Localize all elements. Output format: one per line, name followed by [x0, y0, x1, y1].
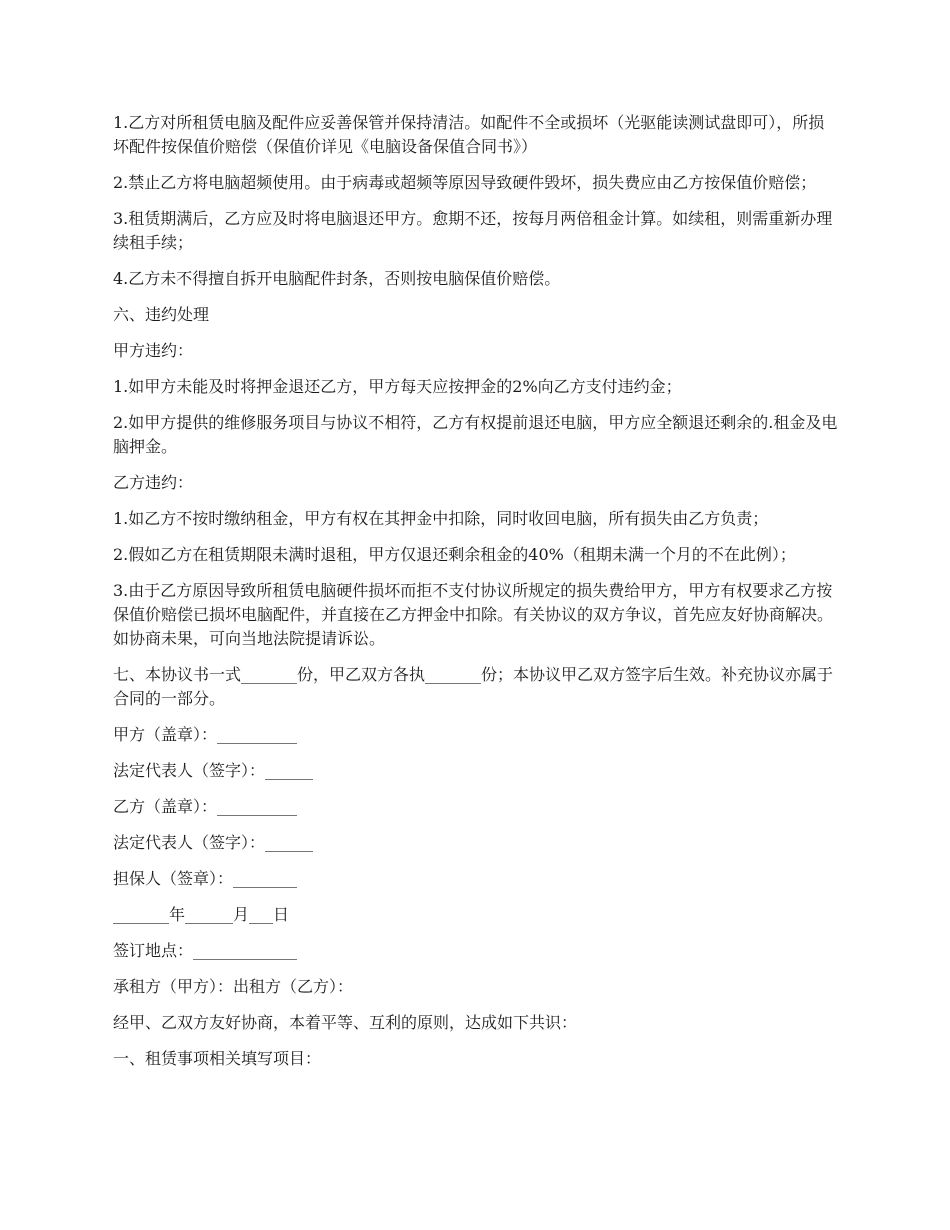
- signing-location-line: 签订地点：_____________: [113, 941, 298, 960]
- clause-paragraph: 2.禁止乙方将电脑超频使用。由于病毒或超频等原因导致硬件毁坏，损失费应由乙方按保值价赔偿；: [113, 173, 817, 192]
- section-heading: 六、违约处理: [113, 305, 210, 324]
- date-line: _______年______月___日: [113, 905, 290, 924]
- signature-line: 法定代表人（签字）：______: [113, 833, 314, 852]
- document-body: [113, 111, 839, 1083]
- clause-paragraph: 1.如乙方不按时缴纳租金，甲方有权在其押金中扣除，同时收回电脑，所有损失由乙方负责；: [113, 509, 769, 528]
- clause-paragraph: 1.如甲方未能及时将押金退还乙方，甲方每天应按押金的2%向乙方支付违约金；: [113, 377, 682, 396]
- clause-paragraph: 3.由于乙方原因导致所租赁电脑硬件损坏而拒不支付协议所规定的损失费给甲方，甲方有权要求乙方按保值价赔偿已损坏电脑配件，并直接在乙方押金中扣除。有关协议的双方争议，首先应友好协商解决。如协商未果，可向当地法院提请诉讼。: [113, 581, 834, 648]
- subsection-heading: 甲方违约：: [113, 341, 194, 360]
- signature-line: 乙方（盖章）：__________: [113, 797, 298, 816]
- parties-line: 承租方（甲方）：出租方（乙方）：: [113, 977, 354, 996]
- signature-line: 担保人（签章）：________: [113, 869, 298, 888]
- clause-paragraph: 2.如甲方提供的维修服务项目与协议不相符，乙方有权提前退还电脑，甲方应全额退还剩余的.租金及电脑押金。: [113, 413, 838, 456]
- section-heading: 一、租赁事项相关填写项目：: [113, 1049, 322, 1068]
- subsection-heading: 乙方违约：: [113, 473, 194, 492]
- clause-paragraph: 4.乙方未不得擅自拆开电脑配件封条，否则按电脑保值价赔偿。: [113, 269, 561, 288]
- section-heading: 七、本协议书一式_______份，甲乙双方各执_______份；本协议甲乙双方签字后生效。补充协议亦属于合同的一部分。: [113, 665, 834, 708]
- clause-paragraph: 2.假如乙方在租赁期限未满时退租，甲方仅退还剩余租金的40%（租期未满一个月的不在此例）；: [113, 545, 796, 564]
- clause-paragraph: 1.乙方对所租赁电脑及配件应妥善保管并保持清洁。如配件不全或损坏（光驱能读测试盘即可），所损坏配件按保值价赔偿（保值价详见《电脑设备保值合同书》）: [113, 113, 825, 156]
- signature-line: 甲方（盖章）：__________: [113, 725, 298, 744]
- intro-paragraph: 经甲、乙双方友好协商，本着平等、互利的原则，达成如下共识：: [113, 1013, 578, 1032]
- signature-line: 法定代表人（签字）：______: [113, 761, 314, 780]
- clause-paragraph: 3.租赁期满后，乙方应及时将电脑退还甲方。愈期不还，按每月两倍租金计算。如续租，则需重新办理续租手续；: [113, 209, 833, 252]
